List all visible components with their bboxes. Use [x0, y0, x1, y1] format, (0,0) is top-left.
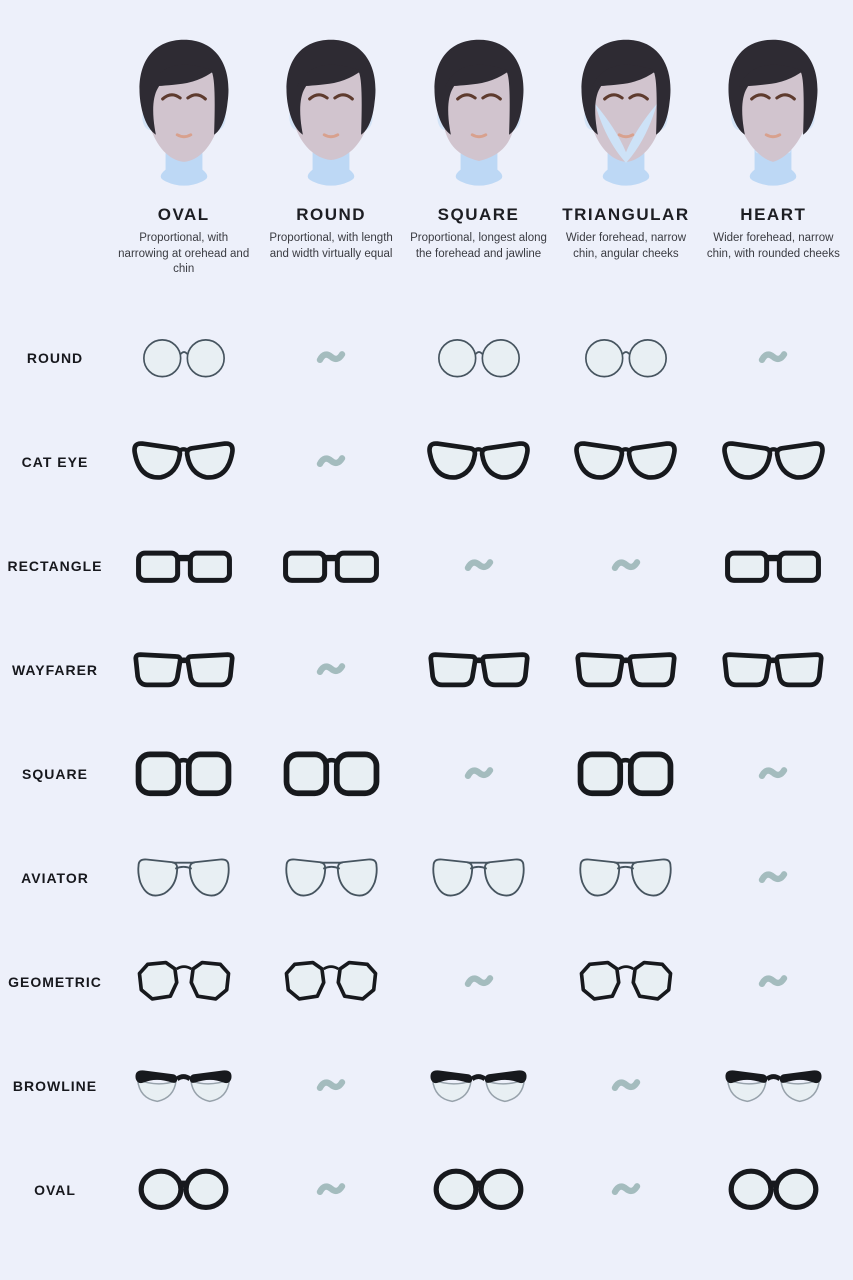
cell-cat-eye-oval	[110, 438, 257, 485]
face-shape-name: TRIANGULAR	[562, 205, 690, 224]
cell-aviator-square	[405, 854, 552, 902]
glasses-style-label: CAT EYE	[21, 453, 89, 470]
cell-square-heart	[700, 764, 847, 783]
tilde-icon	[316, 348, 346, 367]
wayfarer-glasses-icon	[721, 648, 825, 691]
cell-geometric-square	[405, 972, 552, 991]
cell-geometric-round	[257, 958, 404, 1005]
matrix-row-oval	[0, 1138, 853, 1242]
cell-oval-round	[257, 1180, 404, 1199]
tilde-icon	[316, 1180, 346, 1199]
cell-cat-eye-heart	[700, 438, 847, 485]
matrix-row-aviator	[0, 826, 853, 930]
cell-rectangle-square	[405, 556, 552, 575]
aviator-glasses-icon	[133, 854, 234, 902]
tilde-icon	[758, 348, 788, 367]
compatibility-matrix	[0, 306, 853, 1242]
cell-browline-square	[405, 1063, 552, 1108]
cat-eye-glasses-icon	[427, 438, 530, 485]
cell-cat-eye-square	[405, 438, 552, 485]
face-shape-description: Proportional, with length and width virtually equal	[269, 232, 393, 260]
cell-rectangle-triangular	[552, 556, 699, 575]
cat-eye-glasses-icon	[574, 438, 677, 485]
cell-oval-triangular	[552, 1180, 699, 1199]
cell-square-square	[405, 764, 552, 783]
tilde-icon	[464, 556, 494, 575]
face-shape-description: Proportional, longest along the forehead and jawline	[410, 232, 547, 260]
round-face-illustration	[268, 26, 394, 199]
cell-square-oval	[110, 750, 257, 798]
face-column-square	[405, 26, 552, 278]
face-column-triangular	[552, 26, 699, 278]
face-shape-description: Wider forehead, narrow chin, with rounded cheeks	[706, 232, 840, 260]
matrix-row-browline	[0, 1034, 853, 1138]
cell-round-triangular	[552, 334, 699, 381]
cell-aviator-triangular	[552, 854, 699, 902]
cat-eye-glasses-icon	[722, 438, 825, 485]
cell-round-square	[405, 334, 552, 381]
cell-browline-oval	[110, 1063, 257, 1108]
glasses-style-label: OVAL	[34, 1181, 76, 1198]
tilde-icon	[611, 556, 641, 575]
wayfarer-glasses-icon	[574, 648, 678, 691]
face-column-oval	[110, 26, 257, 278]
cell-browline-triangular	[552, 1076, 699, 1095]
cell-rectangle-heart	[700, 544, 847, 588]
round-glasses-icon	[138, 334, 230, 381]
cell-geometric-oval	[110, 958, 257, 1005]
cell-oval-square	[405, 1166, 552, 1213]
matrix-row-geometric	[0, 930, 853, 1034]
cell-wayfarer-round	[257, 660, 404, 679]
rectangle-glasses-icon	[281, 544, 381, 588]
cell-geometric-heart	[700, 972, 847, 991]
geometric-glasses-icon	[134, 958, 234, 1005]
tilde-icon	[464, 764, 494, 783]
geometric-glasses-icon	[576, 958, 676, 1005]
cell-wayfarer-oval	[110, 648, 257, 691]
cell-browline-round	[257, 1076, 404, 1095]
cell-round-round	[257, 348, 404, 367]
triangular-face-illustration	[563, 26, 689, 199]
face-column-round	[257, 26, 404, 278]
cell-wayfarer-triangular	[552, 648, 699, 691]
face-shape-name: HEART	[740, 205, 807, 224]
tilde-icon	[611, 1180, 641, 1199]
rectangle-glasses-icon	[134, 544, 234, 588]
cell-wayfarer-heart	[700, 648, 847, 691]
tilde-icon	[316, 660, 346, 679]
glasses-style-label: RECTANGLE	[7, 557, 103, 574]
wayfarer-glasses-icon	[132, 648, 236, 691]
glasses-style-label: BROWLINE	[12, 1077, 98, 1094]
face-shape-name: ROUND	[296, 205, 367, 224]
tilde-icon	[758, 764, 788, 783]
browline-glasses-icon	[427, 1063, 530, 1108]
cell-cat-eye-triangular	[552, 438, 699, 485]
cell-aviator-round	[257, 854, 404, 902]
oval-face-illustration	[121, 26, 247, 199]
round-glasses-icon	[580, 334, 672, 381]
aviator-glasses-icon	[428, 854, 529, 902]
browline-glasses-icon	[722, 1063, 825, 1108]
cell-aviator-oval	[110, 854, 257, 902]
cell-square-triangular	[552, 750, 699, 798]
glasses-style-label: ROUND	[26, 349, 84, 366]
square-glasses-icon	[135, 750, 232, 798]
glasses-style-label: GEOMETRIC	[8, 973, 102, 990]
tilde-icon	[758, 972, 788, 991]
oval-glasses-icon	[726, 1166, 821, 1213]
tilde-icon	[316, 452, 346, 471]
glasses-style-label: WAYFARER	[11, 661, 99, 678]
cell-geometric-triangular	[552, 958, 699, 1005]
wayfarer-glasses-icon	[427, 648, 531, 691]
cell-rectangle-round	[257, 544, 404, 588]
browline-glasses-icon	[132, 1063, 235, 1108]
cell-square-round	[257, 750, 404, 798]
glasses-style-label: AVIATOR	[21, 869, 89, 886]
face-column-heart	[700, 26, 847, 278]
matrix-row-rectangle	[0, 514, 853, 618]
face-shape-name: OVAL	[157, 205, 210, 224]
square-glasses-icon	[577, 750, 674, 798]
tilde-icon	[758, 868, 788, 887]
square-glasses-icon	[283, 750, 380, 798]
cell-oval-oval	[110, 1166, 257, 1213]
cell-cat-eye-round	[257, 452, 404, 471]
cat-eye-glasses-icon	[132, 438, 235, 485]
aviator-glasses-icon	[575, 854, 676, 902]
matrix-row-cat-eye	[0, 410, 853, 514]
cell-oval-heart	[700, 1166, 847, 1213]
rectangle-glasses-icon	[723, 544, 823, 588]
cell-round-oval	[110, 334, 257, 381]
oval-glasses-icon	[136, 1166, 231, 1213]
face-shape-description: Proportional, with narrowing at orehead and chin	[118, 232, 250, 276]
square-face-illustration	[416, 26, 542, 199]
heart-face-illustration	[710, 26, 836, 199]
aviator-glasses-icon	[281, 854, 382, 902]
face-shape-name: SQUARE	[437, 205, 520, 224]
cell-aviator-heart	[700, 868, 847, 887]
cell-browline-heart	[700, 1063, 847, 1108]
cell-rectangle-oval	[110, 544, 257, 588]
cell-round-heart	[700, 348, 847, 367]
tilde-icon	[464, 972, 494, 991]
face-shape-description: Wider forehead, narrow chin, angular cheeks	[565, 232, 686, 260]
cell-wayfarer-square	[405, 648, 552, 691]
geometric-glasses-icon	[281, 958, 381, 1005]
oval-glasses-icon	[431, 1166, 526, 1213]
matrix-row-square	[0, 722, 853, 826]
matrix-row-round	[0, 306, 853, 410]
glasses-style-label: SQUARE	[22, 765, 88, 782]
face-shape-header	[110, 0, 853, 278]
matrix-row-wayfarer	[0, 618, 853, 722]
tilde-icon	[611, 1076, 641, 1095]
tilde-icon	[316, 1076, 346, 1095]
round-glasses-icon	[433, 334, 525, 381]
